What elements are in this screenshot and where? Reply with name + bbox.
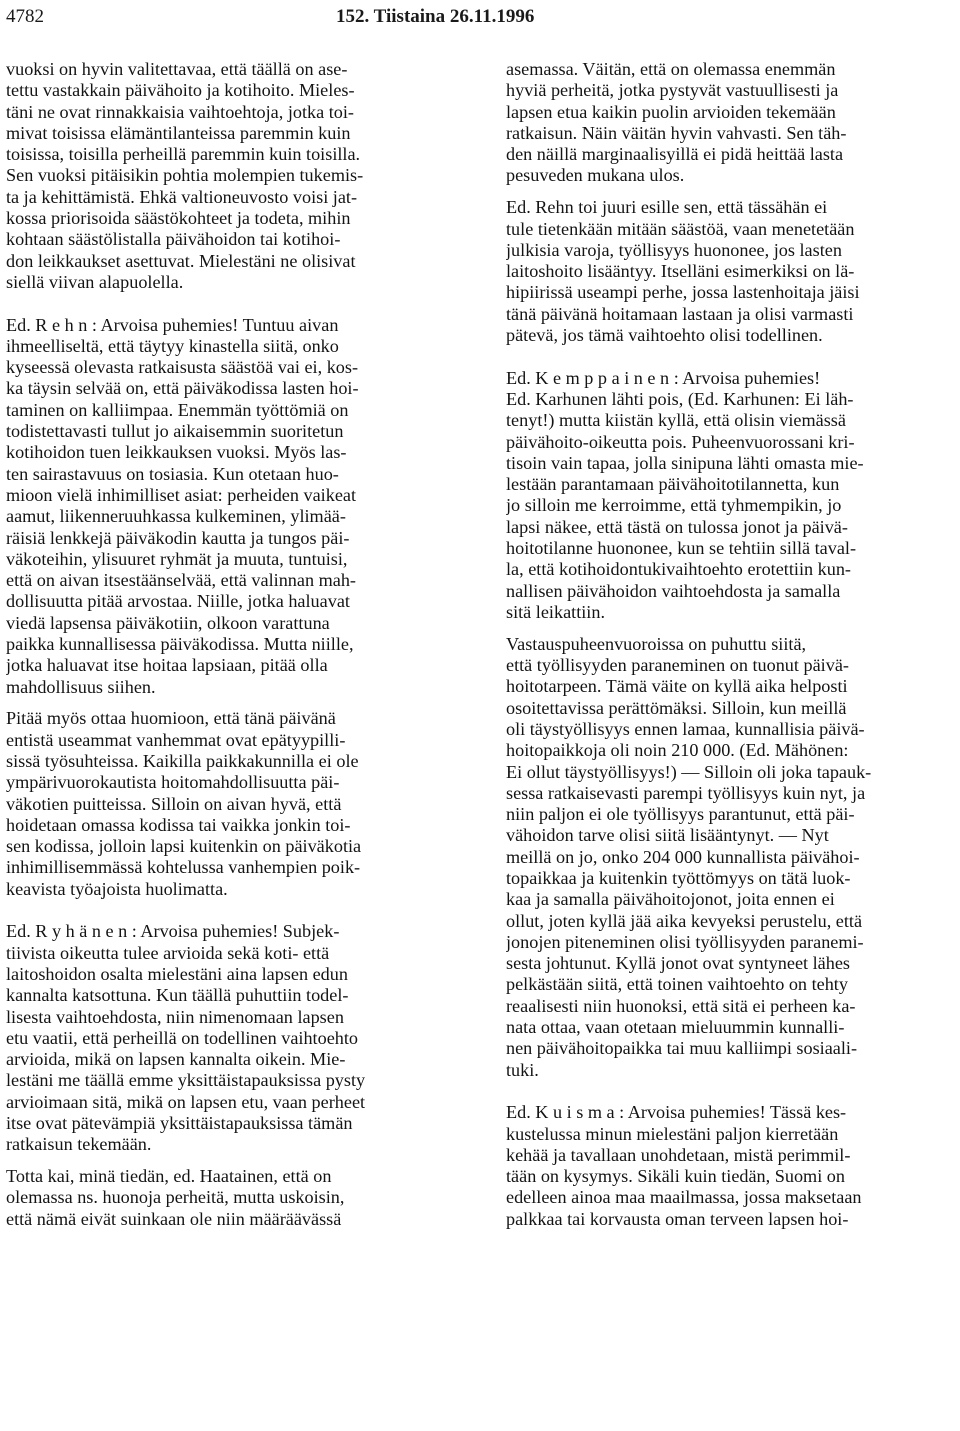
- text-line: laitoshoito lisääntyy. Itselläni esimerkiksi on lä-: [506, 261, 855, 282]
- text-line: tään on kysymys. Sikäli kuin tiedän, Suomi on: [506, 1166, 845, 1187]
- text-line: tiivista oikeutta tulee arvioida sekä koti- että: [6, 942, 330, 963]
- text-line: Ed. R y h ä n e n : Arvoisa puhemies! Subjek-: [6, 921, 340, 942]
- text-line: julkisia varoja, työllisyys huononee, jos lasten: [506, 239, 842, 260]
- paragraph: [6, 59, 448, 293]
- text-line: keavista työajoista huolimatta.: [6, 878, 228, 899]
- text-line: nata ottaa, vaan otetaan mieluummin kunnalli-: [506, 1017, 845, 1038]
- text-line: viedä lapsensa päiväkotiin, olkoon varattuna: [6, 612, 330, 633]
- paragraph-gap: [506, 1081, 952, 1102]
- text-line: väkoteihin, ylisuuret ryhmät ja muuta, tuntuisi,: [6, 548, 348, 569]
- text-line: ihmeelliseltä, että täytyy kinastella siitä, onko: [6, 335, 339, 356]
- text-line: den näillä marginaalisyillä ei pidä heittää lasta: [506, 144, 844, 165]
- text-line: ollut, joten kyllä jää aika kevyeksi perustelu, että: [506, 910, 863, 931]
- text-line: täni ne ovat rinnakkaisia vaihtoehtoja, jotka toi-: [6, 101, 354, 122]
- text-line: toisissa, toisilla perheillä paremmin kuin toisilla.: [6, 144, 361, 165]
- text-line: Ed. K e m p p a i n e n : Arvoisa puhemies!: [506, 367, 821, 388]
- text-line: ympärivuorokautista hoitomahdollisuutta päi-: [6, 772, 340, 793]
- text-line: niin paljon ei ole työllisyys parantunut, että päi-: [506, 804, 855, 825]
- text-line: hoitopaikkoja oli noin 210 000. (Ed. Mähönen:: [506, 740, 849, 761]
- text-line: meillä on jo, onko 204 000 kunnallista päivähoi-: [506, 846, 860, 867]
- text-line: ratkaisun tekemään.: [6, 1134, 152, 1155]
- text-line: lapsen etua kaikin puolin arvioiden tekemään: [506, 101, 836, 122]
- text-line: kyseessä olevasta ratkaisusta säästöä vai ei, kos-: [6, 357, 359, 378]
- text-line: että on aivan itsestäänselvää, että valinnan mah-: [6, 570, 356, 591]
- text-line: mioon vielä inhimilliset asiat: perheiden vaikeat: [6, 484, 357, 505]
- paragraph: [6, 1166, 448, 1230]
- text-line: tisoin vain tapaa, jolla sinipuna lähti omasta mie-: [506, 452, 864, 473]
- text-line: Ed. R e h n : Arvoisa puhemies! Tuntuu aivan: [6, 314, 339, 335]
- text-line: dollisuutta pitää arvostaa. Niille, jotka haluavat: [6, 591, 350, 612]
- page-header: [6, 6, 950, 30]
- text-line: kannalta katsottuna. Kun täällä puhuttiin todel-: [6, 985, 349, 1006]
- text-line: arvioimaan sitä, mikä on lapsen etu, vaan perheet: [6, 1091, 366, 1112]
- page-number: 4782: [6, 6, 44, 27]
- text-line: kehää ja tavallaan unohdetaan, mistä perimmil-: [506, 1144, 851, 1165]
- text-line: hyviä perheitä, jotka pystyvät vastuullisesti ja: [506, 80, 839, 101]
- text-line: Vastauspuheenvuoroissa on puhuttu siitä,: [506, 633, 807, 654]
- paragraph-gap: [6, 293, 448, 314]
- text-line: Totta kai, minä tiedän, ed. Haatainen, että on: [6, 1166, 332, 1187]
- text-line: Ed. K u i s m a : Arvoisa puhemies! Tässä kes-: [506, 1102, 847, 1123]
- text-line: arvioida, mikä on lapsen kannalta oikein. Mie-: [6, 1049, 346, 1070]
- paragraph: [506, 634, 952, 1081]
- text-line: vähoidon tarve olisi siitä lisääntynyt. — Nyt: [506, 825, 829, 846]
- text-line: jonojen piteneminen olisi työllisyyden paranemi-: [506, 931, 864, 952]
- text-line: hipiirissä useampi perhe, jossa lastenhoitaja jäisi: [506, 282, 860, 303]
- text-line: ten sairastavuus on tosiasia. Kun otetaan huo-: [6, 463, 339, 484]
- text-line: don leikkaukset asettuvat. Mielestäni ne olisivat: [6, 250, 356, 271]
- text-line: todistettavasti tullut jo aikaisemmin suoritetun: [6, 421, 344, 442]
- text-line: aamut, liikenneruuhkassa kulkeminen, ylimää-: [6, 506, 346, 527]
- text-line: nallisen päivähoidon vaihtoehdosta ja samalla: [506, 580, 841, 601]
- text-line: mahdollisuus siihen.: [6, 676, 156, 697]
- text-line: sitä leikattiin.: [506, 601, 606, 622]
- text-line: mivat toisissa elämäntilanteissa paremmin kuin: [6, 122, 351, 143]
- text-line: siellä viivan alapuolella.: [6, 271, 184, 292]
- text-line: tule tietenkään mitään säästöä, vaan menetetään: [506, 218, 855, 239]
- text-line: kotihoidon tuen leikkauksen vuoksi. Myös las-: [6, 442, 347, 463]
- text-line: tettu vastakkain päivähoito ja kotihoito. Mieles-: [6, 80, 355, 101]
- text-line: Sen vuoksi pitäisikin pohtia molempien tukemis-: [6, 165, 364, 186]
- text-line: väkotien puitteissa. Silloin on aivan hyvä, että: [6, 793, 342, 814]
- left-column: [6, 59, 448, 1230]
- text-line: ratkaisun. Näin väitän hyvin vahvasti. Sen täh-: [506, 122, 847, 143]
- text-line: räisiä lenkkejä päiväkodin kautta ja tungos päi-: [6, 527, 350, 548]
- text-line: tänä päivänä hoitamaan lastaan ja olisi varmasti: [506, 303, 854, 324]
- paragraph: [506, 59, 952, 187]
- text-line: vuoksi on hyvin valitettavaa, että täällä on ase-: [6, 59, 348, 79]
- session-date: 152. Tiistaina 26.11.1996: [336, 6, 535, 27]
- paragraph-gap: [6, 900, 448, 921]
- paragraph: [506, 368, 952, 624]
- text-line: palkkaa tai korvausta oman terveen lapsen hoi-: [506, 1208, 849, 1229]
- text-line: nen päivähoitopaikka tai muu kalliimpi sosiaali-: [506, 1038, 858, 1059]
- text-line: tuki.: [506, 1059, 539, 1080]
- paragraph-gap: [6, 698, 448, 709]
- text-line: sessa ratkaisevasti parempi työllisyys kuin nyt, ja: [506, 782, 866, 803]
- text-line: että nämä eivät suinkaan ole niin määräävässä: [6, 1208, 342, 1229]
- text-line: kustelussa minun mielestäni paljon kierretään: [506, 1123, 839, 1144]
- text-line: kossa priorisoida säästökohteet ja todeta, mihin: [6, 208, 351, 229]
- text-line: sen kodissa, jolloin lapsi kuitenkin on päiväkotia: [6, 836, 362, 857]
- text-line: taminen on kalliimpaa. Enemmän työttömiä on: [6, 399, 349, 420]
- paragraph: [6, 708, 448, 900]
- text-line: edelleen ainoa maa maailmassa, jossa maksetaan: [506, 1187, 862, 1208]
- paragraph-gap: [6, 1156, 448, 1167]
- text-line: lapsi näkee, että tästä on tulossa jonot ja päivä-: [506, 516, 848, 537]
- paragraph: [6, 315, 448, 698]
- text-line: paikka kunnallisessa päiväkodissa. Mutta niille,: [6, 634, 354, 655]
- text-line: hoitotarpeen. Tämä väite on kyllä aika helposti: [506, 676, 848, 697]
- text-line: jo silloin me kerroimme, että tyhmempikin, jo: [506, 495, 842, 516]
- text-line: pelkästään siitä, että toinen vaihtoehto on tehty: [506, 974, 848, 995]
- text-line: hoitotilanne huononee, kun se tehtiin sillä taval-: [506, 538, 857, 559]
- text-line: lestään parantamaan päivähoitotilannetta, kun: [506, 474, 840, 495]
- text-line: sissä työsuhteissa. Kaikilla paikkakunnilla ei ole: [6, 751, 359, 771]
- text-line: että työllisyyden paraneminen on tuonut päivä-: [506, 655, 849, 676]
- paragraph-gap: [506, 346, 952, 367]
- text-line: lisesta vaihtoehdosta, niin nimenomaan lapsen: [6, 1006, 344, 1027]
- text-line: lestäni me täällä emme yksittäistapauksissa pysty: [6, 1070, 366, 1091]
- text-line: päivähoito-oikeutta pois. Puheenvuorossani kri-: [506, 431, 855, 452]
- text-line: laitoshoidon osalta mielestäni aina lapsen edun: [6, 963, 348, 984]
- text-line: pätevä, jos tämä vaihtoehto olisi todellinen.: [506, 325, 823, 346]
- text-line: ta ja kehittämistä. Ehkä valtioneuvosto voisi jat-: [6, 186, 358, 207]
- text-line: sesta johtunut. Kyllä jonot ovat syntyneet lähes: [506, 953, 850, 974]
- text-line: ka täysin selvää on, että päiväkodissa lasten hoi-: [6, 378, 359, 399]
- text-line: entistä useammat vanhemmat ovat epätyypilli-: [6, 729, 346, 750]
- paragraph: [506, 197, 952, 346]
- text-line: Pitää myös ottaa huomioon, että tänä päivänä: [6, 708, 336, 729]
- text-line: Ed. Rehn toi juuri esille sen, että tässähän ei: [506, 197, 828, 218]
- text-line: itse ovat pätevämpiä yksittäistapauksissa tämän: [6, 1113, 353, 1134]
- text-line: pesuveden mukana ulos.: [506, 165, 685, 186]
- text-line: asemassa. Väitän, että on olemassa enemmän: [506, 59, 836, 79]
- text-line: osoitettavissa perättömäksi. Silloin, kun meillä: [506, 697, 847, 718]
- text-line: kaa ja samalla päivähoitojonot, joita ennen ei: [506, 889, 835, 910]
- right-column: [506, 59, 952, 1230]
- text-line: topaikkaa ja kuitenkin työttömyys on tätä luok-: [506, 867, 851, 888]
- text-line: kohtaan säästölistalla päivähoidon tai kotihoi-: [6, 229, 341, 250]
- paragraph: [506, 1102, 952, 1230]
- text-line: la, että kotihoidontukivaihtoehto erotettiin kun-: [506, 559, 851, 580]
- text-line: Ed. Karhunen lähti pois, (Ed. Karhunen: Ei läh-: [506, 388, 854, 409]
- paragraph-gap: [506, 187, 952, 198]
- text-line: jotka haluavat itse hoitaa lapsiaan, pitää olla: [6, 655, 328, 676]
- text-line: reaalisesti niin huonoksi, että sitä ei perheen ka-: [506, 995, 856, 1016]
- text-line: oli täystyöllisyys ennen lamaa, kunnallisia päivä-: [506, 718, 865, 739]
- paragraph-gap: [506, 623, 952, 634]
- text-line: etu vaatii, että perheillä on todellinen vaihtoehto: [6, 1027, 359, 1048]
- text-line: tenyt!) mutta kiistän kyllä, että olisin viemässä: [506, 410, 846, 431]
- text-line: hoidetaan omassa kodissa tai vaikka jonkin toi-: [6, 814, 351, 835]
- paragraph: [6, 921, 448, 1155]
- text-line: inhimillisemmässä kohtelussa vanhempien poik-: [6, 857, 361, 878]
- text-line: olemassa ns. huonoja perheitä, mutta uskoisin,: [6, 1187, 345, 1208]
- text-line: Ei ollut täystyöllisyys!) — Silloin oli joka tapauk-: [506, 761, 872, 782]
